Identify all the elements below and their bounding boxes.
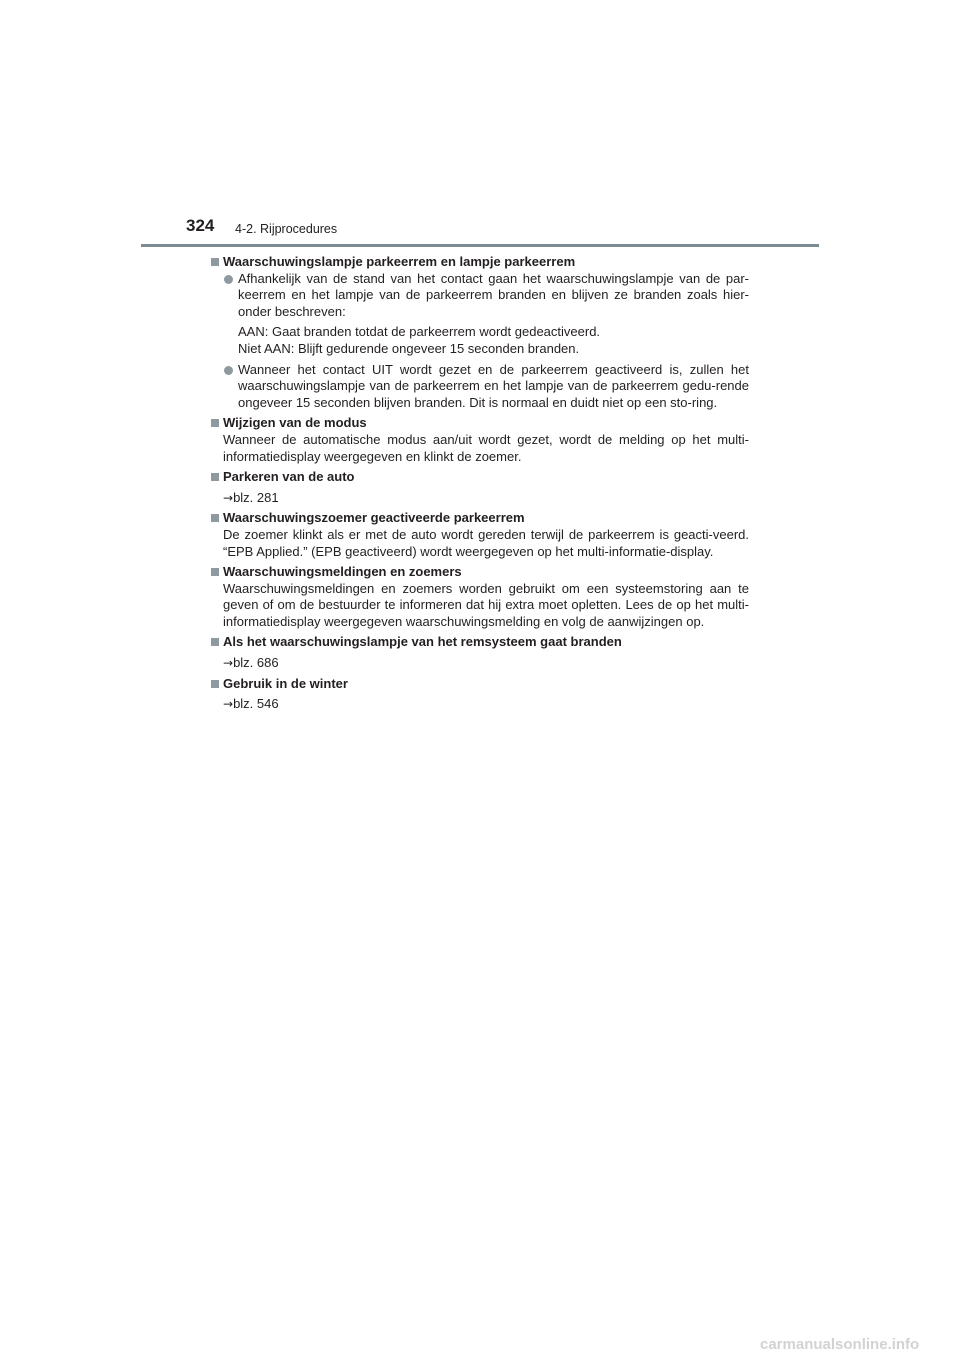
section-heading <box>211 469 749 486</box>
page-number: 324 <box>186 216 215 235</box>
section-title: Waarschuwingsmeldingen en zoemers <box>223 564 462 580</box>
page-reference-text: blz. 546 <box>233 696 279 712</box>
state-on: AAN: Gaat branden totdat de parkeerrem wordt gedeactiveerd. <box>238 324 601 340</box>
list-item-text: Wanneer het contact UIT wordt gezet en de parkeerrem geactiveerd is, zullen het waarschuwingslampje van de parkeerrem en het lampje van de parkeerrem gedu-rende ongeveer 15 seconden blijven branden. Dit is normaal en duidt niet op een sto-ring. <box>238 361 749 410</box>
page-reference-link[interactable] <box>211 696 749 713</box>
square-bullet-icon <box>211 680 219 688</box>
section-heading <box>211 415 749 432</box>
chapter-title: 4-2. Rijprocedures <box>235 222 338 236</box>
section-winter-use <box>211 676 749 713</box>
watermark: carmanualsonline.info <box>760 1336 920 1353</box>
section-heading <box>211 676 749 693</box>
square-bullet-icon <box>211 473 219 481</box>
section-heading <box>211 634 749 651</box>
square-bullet-icon <box>211 638 219 646</box>
section-warning-messages <box>211 564 749 630</box>
section-heading <box>211 510 749 527</box>
section-body: Waarschuwingsmeldingen en zoemers worden gebruikt om een systeemstoring aan te geven of om de bestuurder te informeren dat hij extra moet opletten. Lees de op het multi-informatiedisplay weergegeven waarschuwingsmelding en volg de aanwijzingen op. <box>223 580 749 629</box>
section-title: Waarschuwingszoemer geactiveerde parkeerrem <box>223 510 525 526</box>
arrow-right-icon: → <box>223 490 234 505</box>
list-item <box>211 362 749 412</box>
section-heading <box>211 254 749 271</box>
list-item-text: Afhankelijk van de stand van het contact gaan het waarschuwingslampje van de par-keerrem en het lampje van de parkeerrem branden en blijven ze branden zoals hier-onder beschreven: <box>238 270 749 319</box>
arrow-right-icon: → <box>223 697 234 712</box>
section-parking-brake-lamps <box>211 254 749 411</box>
section-body: Wanneer de automatische modus aan/uit wordt gezet, wordt de melding op het multi-informatiedisplay weergegeven en klinkt de zoemer. <box>223 431 749 464</box>
round-bullet-icon <box>224 275 233 284</box>
section-heading <box>211 564 749 581</box>
section-title: Parkeren van de auto <box>223 469 355 485</box>
square-bullet-icon <box>211 568 219 576</box>
arrow-right-icon: → <box>223 656 234 671</box>
section-title: Gebruik in de winter <box>223 675 348 691</box>
section-body: De zoemer klinkt als er met de auto wordt gereden terwijl de parkeerrem is geacti-veerd. “EPB Applied.” (EPB geactiveerd) wordt weergegeven op het multi-informatie-display. <box>223 526 749 559</box>
state-not-on: Niet AAN: Blijft gedurende ongeveer 15 seconden branden. <box>238 340 580 356</box>
list-item <box>211 271 749 321</box>
header-rule <box>141 244 819 247</box>
section-mode-change <box>211 415 749 465</box>
page-header <box>0 0 960 250</box>
square-bullet-icon <box>211 514 219 522</box>
round-bullet-icon <box>224 366 233 375</box>
square-bullet-icon <box>211 419 219 427</box>
section-brake-warning-light <box>211 634 749 671</box>
section-brake-buzzer <box>211 510 749 560</box>
page-reference-link[interactable] <box>211 655 749 672</box>
section-title: Wijzigen van de modus <box>223 415 367 431</box>
section-parking <box>211 469 749 506</box>
state-descriptions <box>211 324 749 357</box>
section-title: Waarschuwingslampje parkeerrem en lampje parkeerrem <box>223 254 576 269</box>
page-reference-text: blz. 281 <box>233 489 279 505</box>
page-reference-link[interactable] <box>211 490 749 507</box>
square-bullet-icon <box>211 258 219 266</box>
section-title: Als het waarschuwingslampje van het remsysteem gaat branden <box>223 634 622 650</box>
page-reference-text: blz. 686 <box>233 655 279 671</box>
page-content <box>211 254 749 717</box>
